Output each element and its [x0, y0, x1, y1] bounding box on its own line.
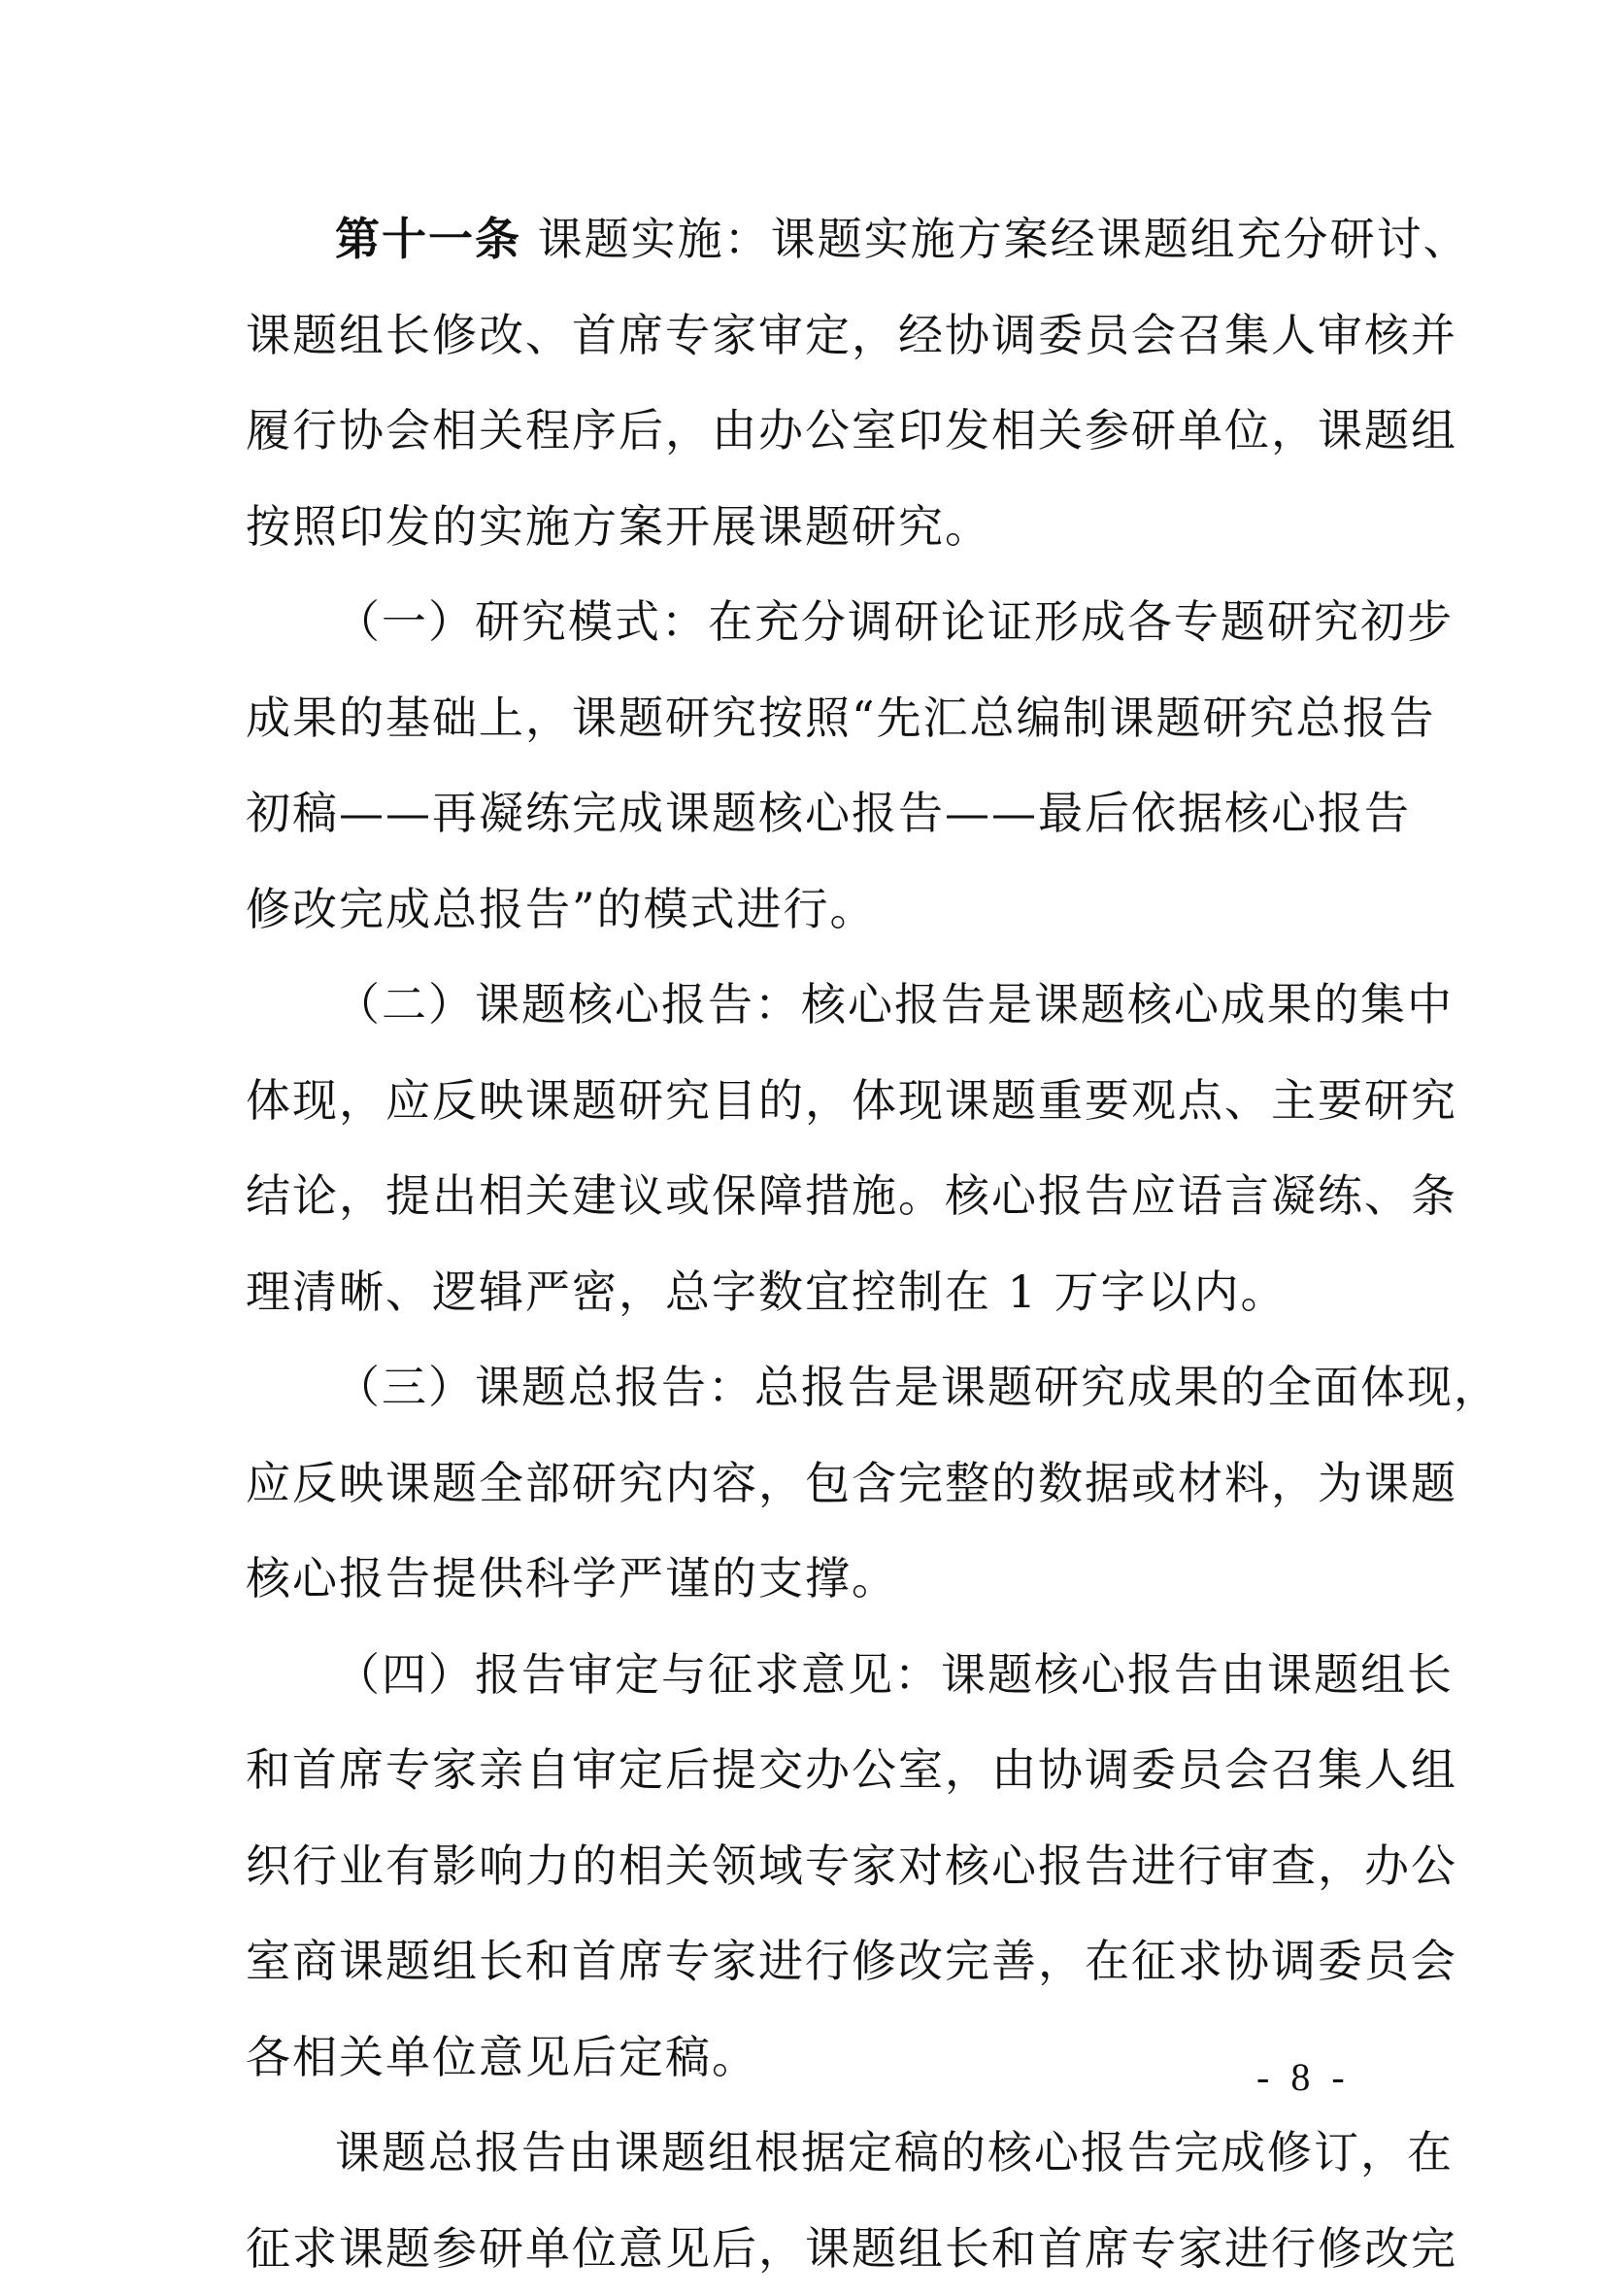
text-line: （一）研究模式：在充分调研论证形成各专题研究初步	[246, 574, 1368, 670]
text-line: 室商课题组长和首席专家进行修改完善，在征求协调委员会	[246, 1913, 1368, 2009]
paragraph-general-report-revision	[246, 2105, 1368, 2296]
text-line: 织行业有影响力的相关领域专家对核心报告进行审查，办公	[246, 1818, 1368, 1914]
paragraph-core-report	[246, 957, 1368, 1339]
text-line: （四）报告审定与征求意见：课题核心报告由课题组长	[246, 1627, 1368, 1723]
text-line: 课题组长修改、首席专家审定，经协调委员会召集人审核并	[246, 287, 1368, 384]
paragraph-review-and-comments	[246, 1627, 1368, 2106]
text-line: 各相关单位意见后定稿。	[246, 2009, 1368, 2106]
text-line: 修改完成总报告”的模式进行。	[246, 861, 1368, 958]
text-line: 体现，应反映课题研究目的，体现课题重要观点、主要研究	[246, 1053, 1368, 1149]
text-line: 理清晰、逻辑严密，总字数宜控制在 1 万字以内。	[246, 1244, 1368, 1340]
paragraph-research-mode	[246, 574, 1368, 957]
text-line: 履行协会相关程序后，由办公室印发相关参研单位，课题组	[246, 383, 1368, 479]
text-line: （三）课题总报告：总报告是课题研究成果的全面体现，	[246, 1339, 1368, 1435]
text-line: 征求课题参研单位意见后，课题组长和首席专家进行修改完	[246, 2201, 1368, 2296]
article-heading: 第十一条	[335, 213, 521, 265]
article-text: 课题实施：课题实施方案经课题组充分研讨、	[538, 213, 1470, 265]
text-line: 结论，提出相关建议或保障措施。核心报告应语言凝练、条	[246, 1148, 1368, 1244]
page-number: - 8 -	[1256, 2054, 1351, 2100]
text-line: 和首席专家亲自审定后提交办公室，由协调委员会召集人组	[246, 1722, 1368, 1818]
text-line: 应反映课题全部研究内容，包含完整的数据或材料，为课题	[246, 1435, 1368, 1532]
article-11	[246, 191, 1368, 574]
paragraph-general-report	[246, 1339, 1368, 1627]
text-line	[246, 191, 1368, 287]
text-line: （二）课题核心报告：核心报告是课题核心成果的集中	[246, 957, 1368, 1053]
text-line: 核心报告提供科学严谨的支撑。	[246, 1531, 1368, 1627]
text-line: 按照印发的实施方案开展课题研究。	[246, 479, 1368, 575]
text-line: 成果的基础上，课题研究按照“先汇总编制课题研究总报告	[246, 670, 1368, 766]
text-line: 初稿——再凝练完成课题核心报告——最后依据核心报告	[246, 765, 1368, 861]
text-line: 课题总报告由课题组根据定稿的核心报告完成修订，在	[246, 2105, 1368, 2201]
document-body	[246, 191, 1368, 2296]
